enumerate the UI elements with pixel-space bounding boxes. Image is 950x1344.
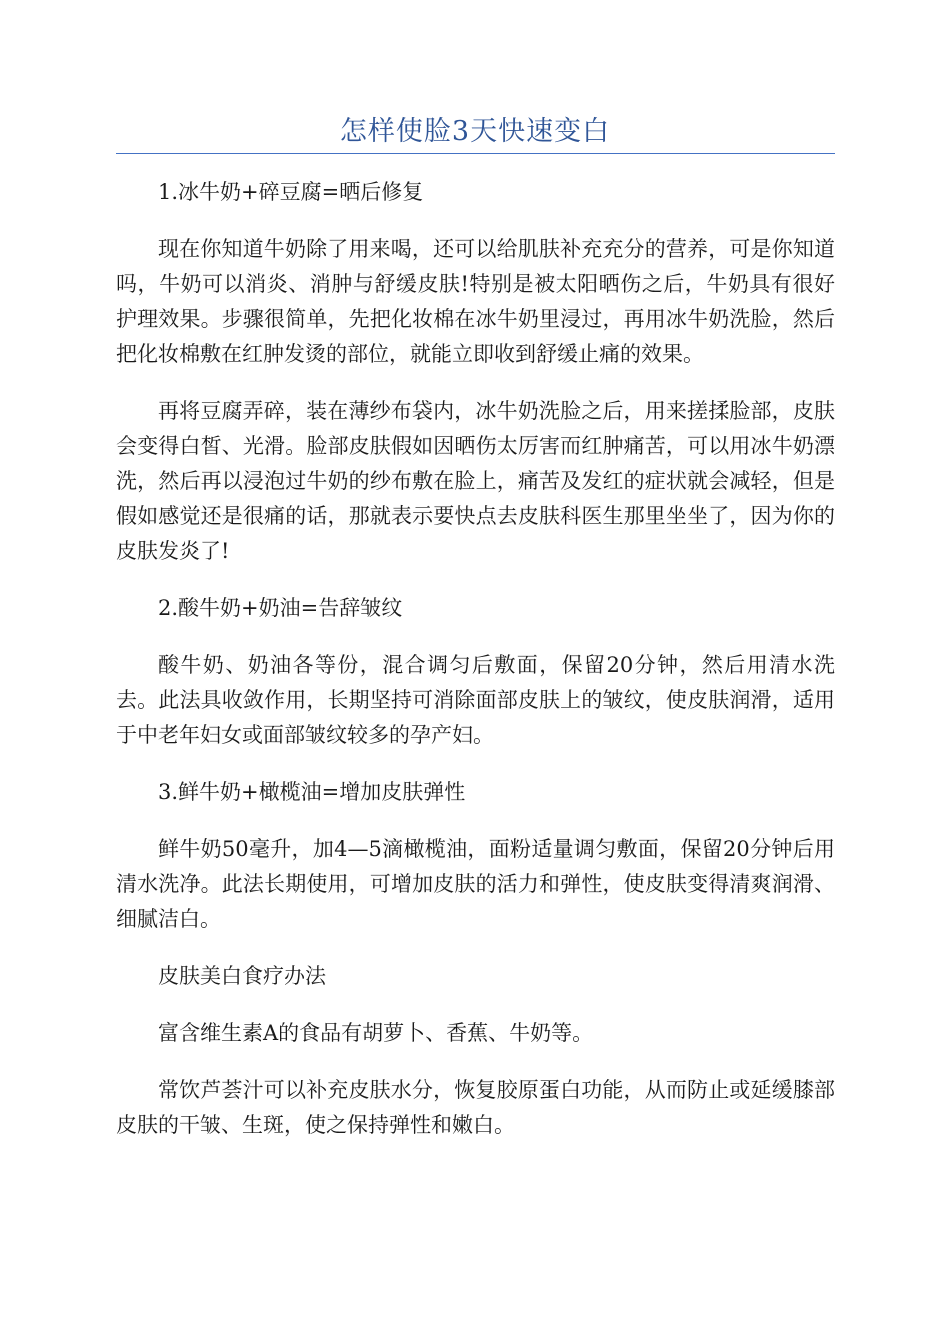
section-heading-4: 皮肤美白食疗办法 [158, 964, 326, 988]
paragraph-1: 现在你知道牛奶除了用来喝，还可以给肌肤补充充分的营养，可是你知道吗，牛奶可以消炎、消肿与舒缓皮肤!特别是被太阳晒伤之后，牛奶具有很好护理效果。步骤很简单，先把化妆棉在冰牛奶里浸过，再用冰牛奶洗脸，然后把化妆棉敷在红肿发烫的部位，就能立即收到舒缓止痛的效果。 [116, 237, 835, 366]
paragraph-4: 鲜牛奶50毫升，加4—5滴橄榄油，面粉适量调匀敷面，保留20分钟后用清水洗净。此法长期使用，可增加皮肤的活力和弹性，使皮肤变得清爽润滑、细腻洁白。 [116, 837, 835, 931]
paragraph-6: 常饮芦荟汁可以补充皮肤水分，恢复胶原蛋白功能，从而防止或延缓膝部皮肤的干皱、生斑，使之保持弹性和嫩白。 [116, 1078, 835, 1137]
document-title: 怎样使脸3天快速变白 [339, 116, 611, 147]
section-heading-3: 3.鲜牛奶+橄榄油=增加皮肤弹性 [158, 780, 466, 804]
document-body [116, 175, 835, 1165]
paragraph-5: 富含维生素A的食品有胡萝卜、香蕉、牛奶等。 [158, 1021, 594, 1045]
section-heading-2: 2.酸牛奶+奶油=告辞皱纹 [158, 596, 403, 620]
paragraph-2: 再将豆腐弄碎，装在薄纱布袋内，冰牛奶洗脸之后，用来搓揉脸部，皮肤会变得白皙、光滑。脸部皮肤假如因晒伤太厉害而红肿痛苦，可以用冰牛奶漂洗，然后再以浸泡过牛奶的纱布敷在脸上，痛苦及发红的症状就会减轻，但是假如感觉还是很痛的话，那就表示要快点去皮肤科医生那里坐坐了，因为你的皮肤发炎了! [116, 399, 835, 563]
section-heading-1: 1.冰牛奶+碎豆腐=晒后修复 [158, 180, 424, 204]
title-underline [116, 153, 835, 154]
paragraph-3: 酸牛奶、奶油各等份，混合调匀后敷面，保留20分钟，然后用清水洗去。此法具收敛作用，长期坚持可消除面部皮肤上的皱纹，使皮肤润滑，适用于中老年妇女或面部皱纹较多的孕产妇。 [116, 653, 835, 747]
